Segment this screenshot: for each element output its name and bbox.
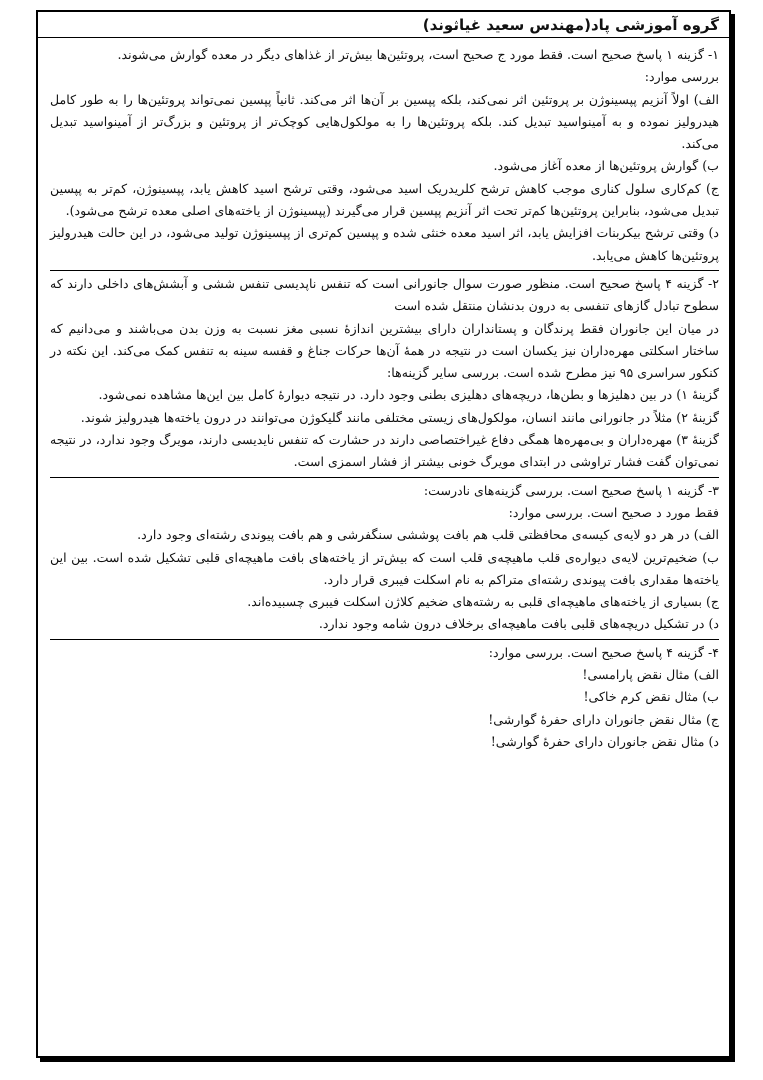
answer-block-2 (50, 270, 719, 477)
answer-3-line-4: ب) ضخیم‌ترین لایه‌ی دیواره‌ی قلب ماهیچه‌ی قلب است که بیش‌تر از یاخته‌های بافت ماهیچه‌ای قلبی تشکیل شده است. بین این یاخته‌ها مقداری بافت پیوندی رشته‌ای متراکم به نام اسکلت فیبری قرار دارد. (50, 549, 719, 587)
answer-2-line-5: گزینهٔ ۳) مهره‌داران و بی‌مهره‌ها همگی دفاع غیراختصاصی دارند در حشارت که تنفس نایدیسی دارند، مویرگ وجود ندارد، در نتیجه نمی‌توان گفت فشار تراوشی در ابتدای مویرگ خونی بیشتر از فشار اسمزی است. (50, 432, 719, 470)
header-title: گروه آموزشی پاد(مهندس سعید غیاثوند) (422, 16, 719, 34)
answer-1-line-5: ج) کم‌کاری سلول کناری موجب کاهش ترشح کلریدریک اسید می‌شود، وقتی ترشح اسید کاهش یابد، پپسینوژن، کم‌تر به پپسین تبدیل می‌شود، بنابراین پروتئین‌ها کم‌تر تحت اثر آنزیم پپسین قرار می‌گیرند (پپسینوژن از یاخته‌های اصلی معده ترشح می‌شود). (50, 180, 719, 219)
answer-1-line-6: د) وقتی ترشح بیکربنات افزایش یابد، اثر اسید معده خنثی شده و پپسین کم‌تری از پپسینوژن تولید می‌شود، در این حالت هیدرولیز پروتئین‌ها کاهش می‌یابد. (50, 225, 719, 263)
answer-2-line-2: در میان این جانوران فقط پرندگان و پستانداران دارای بیشترین اندازهٔ نسبی مغز نسبت به وزن بدن می‌باشند و می‌دانیم که ساختار اسکلتی مهره‌داران نیز یکسان است در نتیجه در همهٔ آن‌ها حرکات جناغ و قفسه سینه به تنفس کمک می‌کند. این نکته در کنکور سراسری ۹۵ نیز مطرح شده است. بررسی سایر گزینه‌ها: (50, 320, 719, 381)
answer-1-line-3: الف) اولاً آنزیم پپسینوژن بر پروتئین اثر نمی‌کند، بلکه پپسین بر آن‌ها اثر می‌کند. ثانیاً پپسین نمی‌تواند پروتئین‌ها را به طور کامل هیدرولیز نموده و به آمینواسید تبدیل کند. بلکه پروتئین‌ها را به مولکول‌هایی کوچک‌تر از پروتئین و بزرگ‌تر از آمینواسید تبدیل می‌کند. (50, 91, 719, 152)
answer-3-line-6: د) در تشکیل دریچه‌های قلبی بافت ماهیچه‌ای برخلاف درون شامه وجود ندارد. (318, 616, 719, 632)
answer-block-1 (50, 42, 719, 270)
answer-4-line-2: الف) مثال نقض پارامسی! (582, 667, 719, 683)
answer-3-line-2: فقط مورد د صحیح است. بررسی موارد: (508, 504, 719, 520)
answer-1-line-1: ۱- گزینه ۱ پاسخ صحیح است. فقط مورد ج صحیح است، پروتئین‌ها بیش‌تر از غذاهای دیگر در معده گوارش می‌شوند. (117, 47, 719, 62)
page-header (38, 12, 729, 38)
page-frame (36, 10, 731, 1058)
answer-2-line-4: گزینهٔ ۲) مثلاً در جانورانی مانند انسان، مولکول‌های زیستی مختلفی مانند گلیکوژن می‌توانند در درون یاخته‌ها هیدرولیز شوند. (80, 409, 719, 425)
answer-4-line-3: ب) مثال نقض کرم خاکی! (583, 689, 719, 705)
answer-block-3 (50, 477, 719, 639)
answer-4-line-5: د) مثال نقض جانوران دارای حفرهٔ گوارشی! (490, 733, 719, 749)
answer-1-line-2: بررسی موارد: (644, 69, 719, 85)
answer-4-line-1: ۴- گزینه ۴ پاسخ صحیح است. بررسی موارد: (488, 644, 719, 660)
answer-block-4 (50, 639, 719, 753)
answer-4-line-4: ج) مثال نقض جانوران دارای حفرهٔ گوارشی! (488, 711, 719, 727)
answer-3-line-3: الف) در هر دو لایه‌ی کیسه‌ی محافظتی قلب هم بافت پوششی سنگفرشی و هم بافت پیوندی رشته‌ای وجود دارد. (137, 527, 719, 543)
answer-2-line-1: ۲- گزینه ۴ پاسخ صحیح است. منظور صورت سوال جانورانی است که تنفس ناپدیسی تنفس ششی و آبشش‌های داخلی دارند که سطوح تبادل گازهای تنفسی به درون بدنشان منتقل شده است (50, 275, 719, 314)
answer-1-line-4: ب) گوارش پروتئین‌ها از معده آغاز می‌شود. (493, 158, 719, 174)
answer-2-line-3: گزینهٔ ۱) در بین دهلیزها و بطن‌ها، دریچه‌های دهلیزی بطنی وجود دارد. در نتیجه دیوارهٔ کامل بین این‌ها مشاهده نمی‌شود. (98, 387, 719, 403)
answer-3-line-5: ج) بسیاری از یاخته‌های ماهیچه‌ای قلبی به رشته‌های ضخیم کلاژن اسکلت فیبری چسبیده‌اند. (247, 594, 719, 610)
answer-3-line-1: ۳- گزینه ۱ پاسخ صحیح است. بررسی گزینه‌های نادرست: (423, 482, 719, 498)
answer-content (38, 38, 729, 753)
